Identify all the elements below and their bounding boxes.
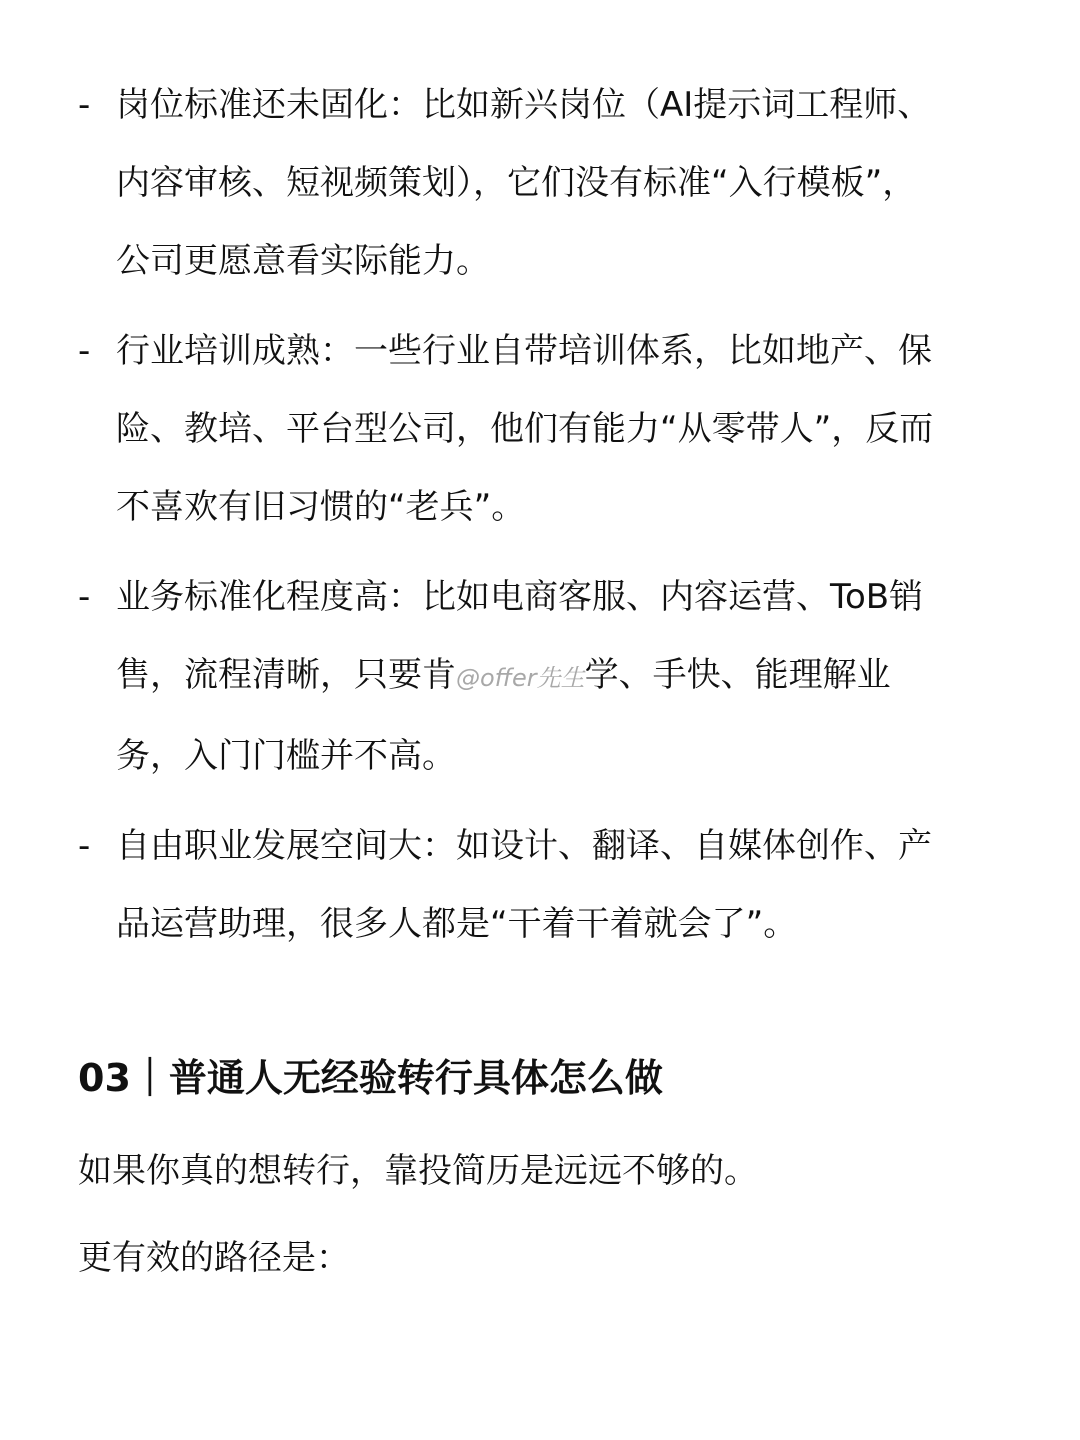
bullet-line: 公司更愿意看实际能力。 (116, 241, 490, 281)
bullet-line: 务，入门门槛并不高。 (116, 736, 456, 776)
bullet-line: 岗位标准还未固化：比如新兴岗位（AI提示词工程师、 (116, 85, 932, 125)
bullet-line: 行业培训成熟：一些行业自带培训体系，比如地产、保 (116, 331, 932, 371)
paragraph: 更有效的路径是： (78, 1238, 350, 1278)
bullet-list (78, 66, 1008, 975)
bullet-line: 险、教培、平台型公司，他们有能力“从零带人”，反而 (116, 409, 934, 449)
bullet-line: 业务标准化程度高：比如电商客服、内容运营、ToB销 (116, 577, 924, 617)
paragraph: 如果你真的想转行，靠投简历是远远不够的。 (78, 1151, 758, 1191)
section-title: 03｜普通人无经验转行具体怎么做 (78, 1056, 663, 1100)
bullet-line: 自由职业发展空间大：如设计、翻译、自媒体创作、产 (116, 826, 932, 866)
bullet-dash: - (78, 826, 91, 866)
list-item (78, 312, 1008, 546)
bullet-line: 品运营助理，很多人都是“干着干着就会了”。 (116, 904, 798, 944)
list-item (78, 558, 1008, 795)
list-item (78, 66, 1008, 300)
bullet-dash: - (78, 331, 91, 371)
watermark: @offer先生 (456, 664, 585, 692)
bullet-line: 不喜欢有旧习惯的“老兵”。 (116, 487, 526, 527)
bullet-line-with-watermark (116, 636, 1008, 717)
list-item (78, 807, 1008, 963)
bullet-line: 内容审核、短视频策划），它们没有标准“入行模板”， (116, 163, 917, 203)
bullet-text-segment: 售，流程清晰，只要肯 (116, 655, 456, 695)
bullet-dash: - (78, 577, 91, 617)
bullet-dash: - (78, 85, 91, 125)
bullet-text-segment: 学、手快、能理解业 (584, 655, 891, 695)
